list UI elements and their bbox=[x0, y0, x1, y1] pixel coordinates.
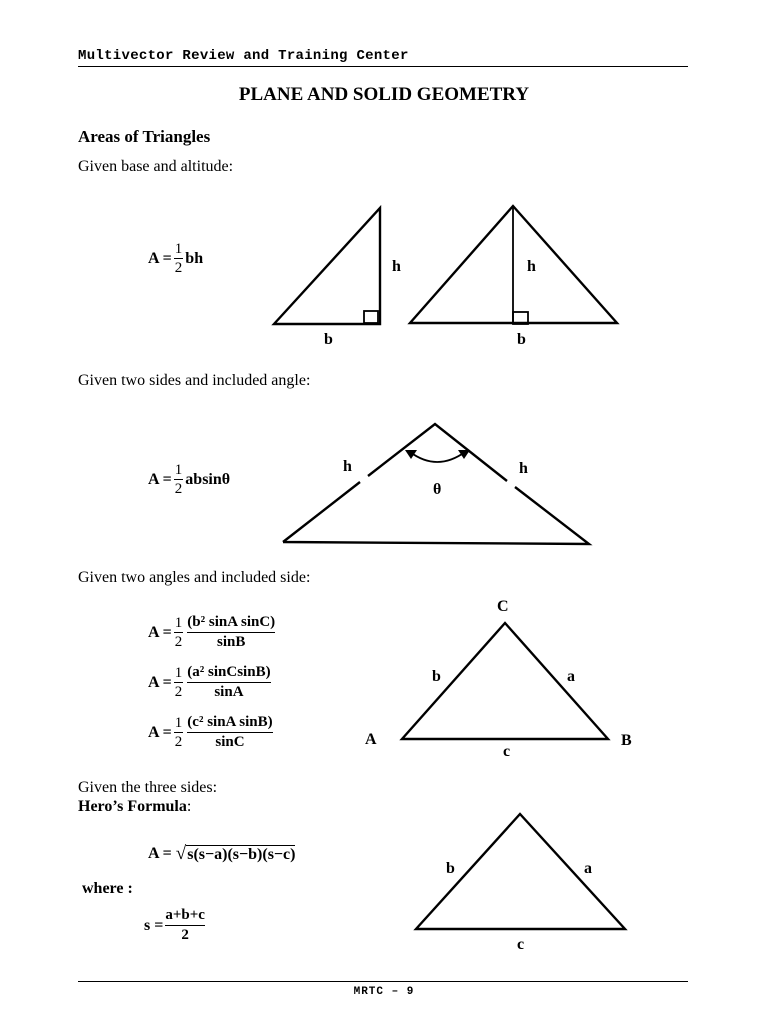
formula-lhs: A = bbox=[148, 673, 172, 691]
caption-two-sides: Given two sides and included angle: bbox=[78, 372, 311, 389]
side-label-c: c bbox=[517, 936, 525, 953]
header-center-name: Multivector Review and Training Center bbox=[78, 48, 409, 64]
fraction-bottom: 2 bbox=[165, 925, 205, 945]
formula-rhs: absinθ bbox=[185, 470, 231, 488]
fraction-denominator: 2 bbox=[174, 734, 183, 750]
formula-two-angles-2 bbox=[148, 663, 273, 702]
formula-two-sides bbox=[148, 461, 230, 498]
fraction-denominator: 2 bbox=[174, 260, 183, 276]
label-h: h bbox=[343, 458, 352, 475]
angle-arc bbox=[410, 452, 465, 462]
fraction-top: (a² sinCsinB) bbox=[187, 664, 271, 680]
formula-rhs: bh bbox=[185, 249, 204, 267]
fraction-bottom: sinB bbox=[187, 632, 275, 652]
fraction-half bbox=[174, 614, 184, 651]
formula-hero bbox=[148, 843, 295, 865]
fraction-denominator: 2 bbox=[174, 481, 183, 497]
sqrt-icon: √ bbox=[175, 843, 187, 864]
label-h: h bbox=[527, 258, 536, 275]
formula-lhs: A = bbox=[148, 470, 172, 488]
footer-rule bbox=[78, 981, 688, 982]
label-b: b bbox=[517, 331, 526, 348]
fraction-numerator: 1 bbox=[174, 241, 183, 257]
caption-base-altitude: Given base and altitude: bbox=[78, 158, 234, 175]
fraction-denominator: 2 bbox=[174, 634, 183, 650]
caption-three-sides: Given the three sides: bbox=[78, 779, 218, 796]
right-triangle bbox=[274, 208, 380, 324]
fraction-top: (c² sinA sinB) bbox=[187, 714, 273, 730]
fraction-top: (b² sinA sinC) bbox=[187, 614, 276, 630]
side-label-b: b bbox=[432, 668, 441, 685]
formula-lhs: A = bbox=[148, 623, 172, 641]
formula-two-angles-3 bbox=[148, 713, 275, 752]
formula-semiperimeter bbox=[144, 906, 207, 945]
vertex-label-a: A bbox=[365, 731, 377, 748]
right-angle-marker bbox=[364, 311, 378, 323]
fraction-numerator: 1 bbox=[174, 462, 183, 478]
page-number: MRTC – 9 bbox=[353, 986, 415, 998]
formula-lhs: A = bbox=[148, 845, 172, 862]
hero-colon: : bbox=[186, 798, 192, 815]
vertex-label-b: B bbox=[621, 732, 632, 749]
side-label-a: a bbox=[584, 860, 592, 877]
side-label-c: c bbox=[503, 743, 511, 760]
radicand: s(s−a)(s−b)(s−c) bbox=[187, 845, 296, 863]
fraction-half bbox=[174, 461, 184, 498]
vertex-label-c: C bbox=[497, 598, 509, 615]
fraction-numerator: 1 bbox=[174, 665, 183, 681]
fraction-numerator: 1 bbox=[174, 615, 183, 631]
fraction-main bbox=[187, 713, 272, 752]
formula-lhs: s = bbox=[144, 916, 164, 934]
formula-two-angles-1 bbox=[148, 613, 277, 652]
fraction-bottom: sinA bbox=[187, 682, 270, 702]
side-label-a: a bbox=[567, 668, 575, 685]
label-b: b bbox=[324, 331, 333, 348]
where-label: where : bbox=[82, 880, 133, 897]
fraction-denominator: 2 bbox=[174, 684, 183, 700]
hero-formula-name: Hero’s Formula bbox=[78, 798, 187, 815]
fraction-main bbox=[187, 613, 275, 652]
label-h: h bbox=[392, 258, 401, 275]
fraction-half bbox=[174, 714, 184, 751]
fraction-semiperimeter bbox=[165, 906, 205, 945]
section-heading: Areas of Triangles bbox=[78, 127, 211, 146]
label-h: h bbox=[519, 460, 528, 477]
fraction-top: a+b+c bbox=[165, 907, 205, 923]
label-theta: θ bbox=[433, 481, 442, 498]
hero-formula-label bbox=[78, 798, 191, 816]
formula-lhs: A = bbox=[148, 723, 172, 741]
fraction-bottom: sinC bbox=[187, 732, 272, 752]
fraction-main bbox=[187, 663, 270, 702]
page-title: PLANE AND SOLID GEOMETRY bbox=[238, 84, 530, 105]
side-label-b: b bbox=[446, 860, 455, 877]
fraction-half bbox=[174, 664, 184, 701]
fraction-numerator: 1 bbox=[174, 715, 183, 731]
caption-two-angles: Given two angles and included side: bbox=[78, 569, 311, 586]
formula-lhs: A = bbox=[148, 249, 172, 267]
